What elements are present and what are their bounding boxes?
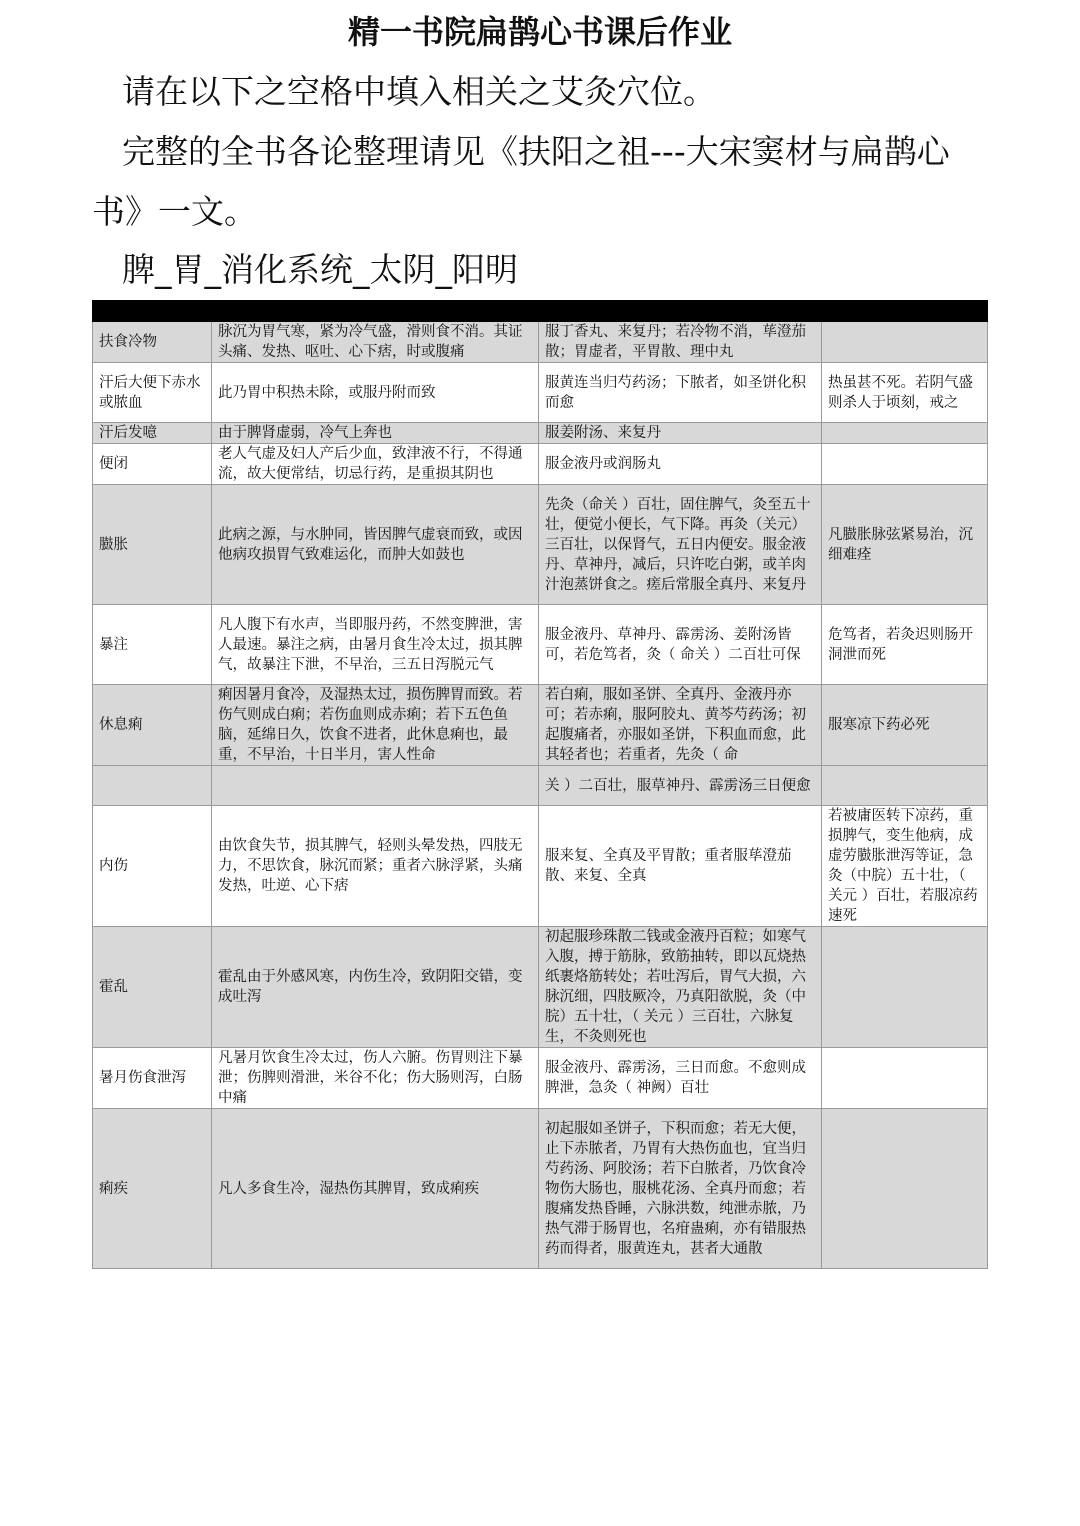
note-cell — [822, 1109, 988, 1269]
table-row — [93, 927, 988, 1048]
note-cell — [822, 444, 988, 485]
moxibustion-table — [92, 300, 987, 1269]
disease-name-cell: 内伤 — [93, 806, 212, 927]
disease-name-cell: 汗后发噫 — [93, 423, 212, 444]
table-row — [93, 806, 988, 927]
disease-name-cell: 扶食冷物 — [93, 322, 212, 363]
cause-cell: 脉沉为胃气寒，紧为冷气盛，滑则食不消。其证头痛、发热、呕吐、心下痞，时或腹痛 — [212, 322, 539, 363]
table-row — [93, 766, 988, 806]
cause-cell: 痢因暑月食冷，及湿热太过，损伤脾胃而致。若伤气则成白痢；若伤血则成赤痢；若下五色鱼脑，延绵日久，饮食不进者，此休息痢也，最重，不早治，十日半月，害人性命 — [212, 685, 539, 766]
disease-name-cell: 暑月伤食泄泻 — [93, 1048, 212, 1109]
treatment-cell: 服丁香丸、来复丹；若冷物不消，荜澄茄散；胃虚者，平胃散、理中丸 — [539, 322, 822, 363]
table-row — [93, 322, 988, 363]
header-cell — [539, 301, 822, 322]
cause-cell: 由饮食失节，损其脾气，轻则头晕发热，四肢无力，不思饮食，脉沉而紧；重者六脉浮紧，头痛发热，吐逆、心下痞 — [212, 806, 539, 927]
header-cell — [93, 301, 212, 322]
table-row — [93, 363, 988, 423]
table-row — [93, 423, 988, 444]
table-row — [93, 444, 988, 485]
treatment-cell: 服黄连当归芍药汤；下脓者，如圣饼化积而愈 — [539, 363, 822, 423]
cause-cell: 此乃胃中积热未除，或服丹附而致 — [212, 363, 539, 423]
table-row — [93, 685, 988, 766]
header-cell — [212, 301, 539, 322]
treatment-cell: 服来复、全真及平胃散；重者服荜澄茄散、来复、全真 — [539, 806, 822, 927]
disease-name-cell: 暴注 — [93, 605, 212, 685]
note-cell: 危笃者，若灸迟则肠开洞泄而死 — [822, 605, 988, 685]
cause-cell: 凡人多食生冷，湿热伤其脾胃，致成痢疾 — [212, 1109, 539, 1269]
cause-cell: 凡人腹下有水声，当即服丹药，不然变脾泄，害人最速。暴注之病，由暑月食生冷太过，损其脾气，故暴注下泄，不早治，三五日泻脱元气 — [212, 605, 539, 685]
note-cell: 热虽甚不死。若阴气盛则杀人于顷刻，戒之 — [822, 363, 988, 423]
table-header-bar — [93, 301, 988, 322]
cause-cell: 霍乱由于外感风寒，内伤生冷，致阴阳交错，变成吐泻 — [212, 927, 539, 1048]
note-cell: 凡臌胀脉弦紧易治，沉细难痊 — [822, 485, 988, 605]
treatment-cell: 服姜附汤、来复丹 — [539, 423, 822, 444]
disease-name-cell: 臌胀 — [93, 485, 212, 605]
cause-cell — [212, 766, 539, 806]
table-row — [93, 1109, 988, 1269]
cause-cell: 凡暑月饮食生冷太过，伤人六腑。伤胃则注下暴泄；伤脾则滑泄，米谷不化；伤大肠则泻，白肠中痛 — [212, 1048, 539, 1109]
disease-name-cell: 痢疾 — [93, 1109, 212, 1269]
table-row — [93, 485, 988, 605]
treatment-cell: 关 ）二百壮，服草神丹、霹雳汤三日便愈 — [539, 766, 822, 806]
treatment-cell: 若白痢，服如圣饼、全真丹、金液丹亦可；若赤痢，服阿胶丸、黄芩芍药汤；初起腹痛者，亦服如圣饼，下积血而愈，此其轻者也；若重者，先灸（ 命 — [539, 685, 822, 766]
intro-paragraph-2: 完整的全书各论整理请见《扶阳之祖---大宋窦材与扁鹊心书》一文。 — [92, 132, 950, 231]
note-cell — [822, 1048, 988, 1109]
header-cell — [822, 301, 988, 322]
note-cell — [822, 766, 988, 806]
intro-paragraph-1: 请在以下之空格中填入相关之艾灸穴位。 — [122, 72, 716, 111]
disease-name-cell: 便闭 — [93, 444, 212, 485]
treatment-cell: 服金液丹、霹雳汤，三日而愈。不愈则成脾泄，急灸（ 神阙）百壮 — [539, 1048, 822, 1109]
table-row — [93, 605, 988, 685]
table-row — [93, 1048, 988, 1109]
note-cell — [822, 423, 988, 444]
treatment-cell: 服金液丹或润肠丸 — [539, 444, 822, 485]
note-cell: 若被庸医转下凉药，重损脾气，变生他病，成虚劳臌胀泄泻等证，急灸（中脘）五十壮，（ 关元 ）百壮，若服凉药速死 — [822, 806, 988, 927]
disease-name-cell: 汗后大便下赤水或脓血 — [93, 363, 212, 423]
treatment-cell: 服金液丹、草神丹、霹雳汤、姜附汤皆可，若危笃者，灸（ 命关 ）二百壮可保 — [539, 605, 822, 685]
note-cell: 服寒凉下药必死 — [822, 685, 988, 766]
disease-name-cell: 休息痢 — [93, 685, 212, 766]
note-cell — [822, 322, 988, 363]
disease-name-cell: 霍乱 — [93, 927, 212, 1048]
disease-name-cell — [93, 766, 212, 806]
treatment-cell: 先灸（命关 ）百壮，固住脾气，灸至五十壮，便觉小便长，气下降。再灸（关元）三百壮，以保肾气，五日内便安。服金液丹、草神丹，减后，只许吃白粥，或羊肉汁泡蒸饼食之。瘥后常服全真丹、来复丹 — [539, 485, 822, 605]
page-title: 精一书院扁鹊心书课后作业 — [347, 13, 732, 51]
cause-cell: 老人气虚及妇人产后少血，致津液不行，不得通流，故大便常结，切忌行药，是重损其阴也 — [212, 444, 539, 485]
section-heading: 脾_胃_消化系统_太阴_阳明 — [122, 250, 518, 289]
note-cell — [822, 927, 988, 1048]
cause-cell: 由于脾肾虚弱，冷气上奔也 — [212, 423, 539, 444]
treatment-cell: 初起服珍珠散二钱或金液丹百粒；如寒气入腹，搏于筋脉，致筋抽转，即以瓦烧热纸裹烙筋转处；若吐泻后，胃气大损，六脉沉细，四肢厥冷，乃真阳欲脱，灸（中脘）五十壮，（ 关元 ）三百壮，六脉复生，不灸则死也 — [539, 927, 822, 1048]
treatment-cell: 初起服如圣饼子，下积而愈；若无大便，止下赤脓者，乃胃有大热伤血也，宜当归芍药汤、阿胶汤；若下白脓者，乃饮食冷物伤大肠也，服桃花汤、全真丹而愈；若腹痛发热昏睡，六脉洪数，纯泄赤脓，乃热气滞于肠胃也，名疳蛊痢，亦有错服热药而得者，服黄连丸，甚者大通散 — [539, 1109, 822, 1269]
cause-cell: 此病之源，与水肿同，皆因脾气虚衰而致，或因他病攻损胃气致难运化，而肿大如鼓也 — [212, 485, 539, 605]
